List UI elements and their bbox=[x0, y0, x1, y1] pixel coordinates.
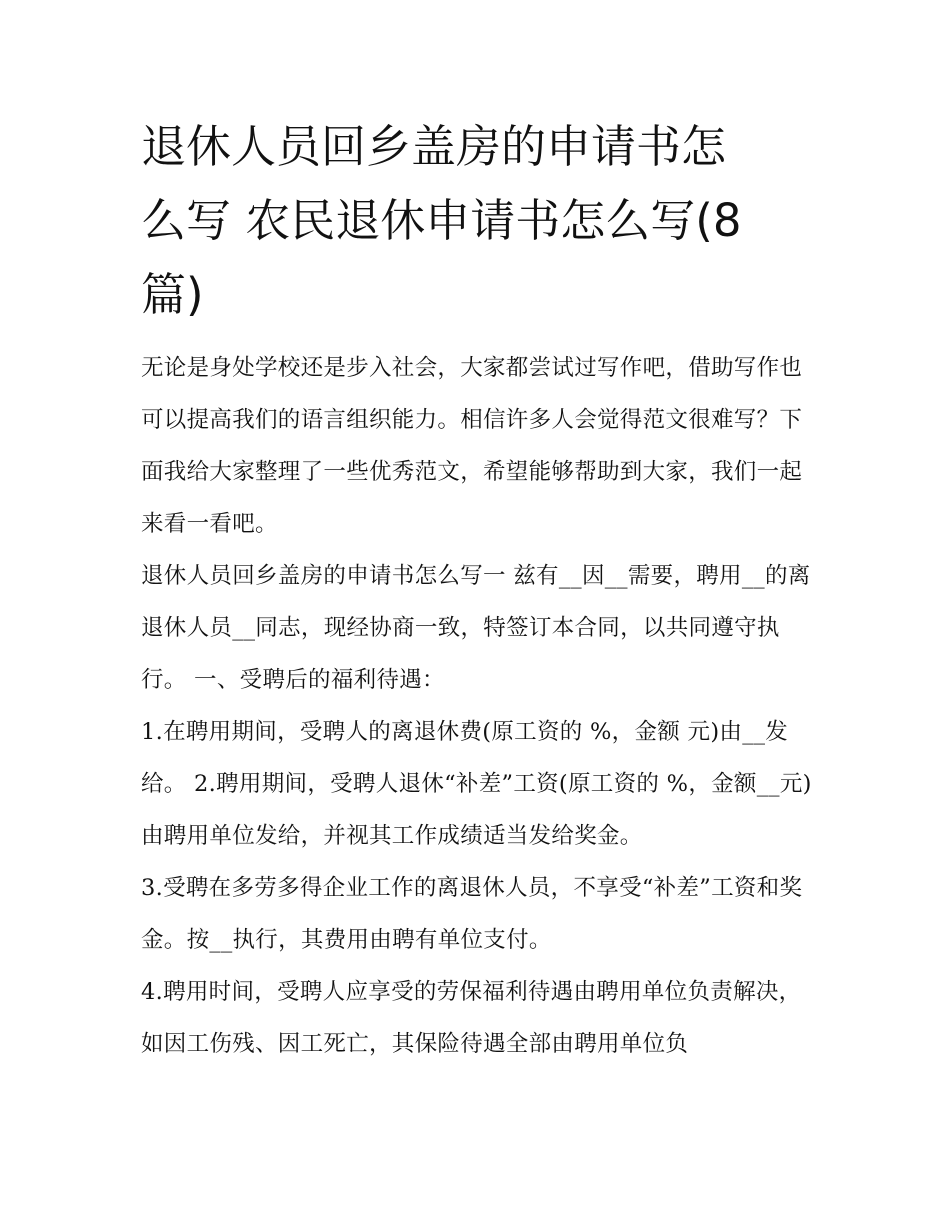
body-paragraph-4: 4.聘用时间，受聘人应享受的劳保福利待遇由聘用单位负责解决，如因工伤残、因工死亡，其保险待遇全部由聘用单位负 bbox=[141, 979, 802, 1057]
body-paragraph-1: 退休人员回乡盖房的申请书怎么写一 兹有__因__需要，聘用__的离退休人员__同志，现经协商一致，特签订本合同，以共同遵守执行。 一、受聘后的福利待遇： bbox=[141, 563, 811, 693]
document-title bbox=[141, 110, 813, 332]
document-page bbox=[141, 110, 813, 1070]
title-line-3: 篇) bbox=[141, 268, 204, 321]
body-paragraph-2: 1.在聘用期间，受聘人的离退休费(原工资的 %，金额 元)由__发给。 2.聘用期间，受聘人退休“补差”工资(原工资的 %，金额__元)由聘用单位发给，并视其工作成绩适当发给奖金。 bbox=[141, 719, 812, 849]
intro-paragraph: 无论是身处学校还是步入社会，大家都尝试过写作吧，借助写作也可以提高我们的语言组织能力。相信许多人会觉得范文很难写？下面我给大家整理了一些优秀范文，希望能够帮助到大家，我们一起来看一看吧。 bbox=[141, 355, 803, 537]
body-paragraph-3: 3.受聘在多劳多得企业工作的离退休人员，不享受“补差”工资和奖金。按__执行，其费用由聘有单位支付。 bbox=[141, 875, 803, 953]
title-line-1: 退休人员回乡盖房的申请书怎 bbox=[141, 120, 727, 173]
title-line-2: 么写 农民退休申请书怎么写(8 bbox=[141, 194, 742, 247]
